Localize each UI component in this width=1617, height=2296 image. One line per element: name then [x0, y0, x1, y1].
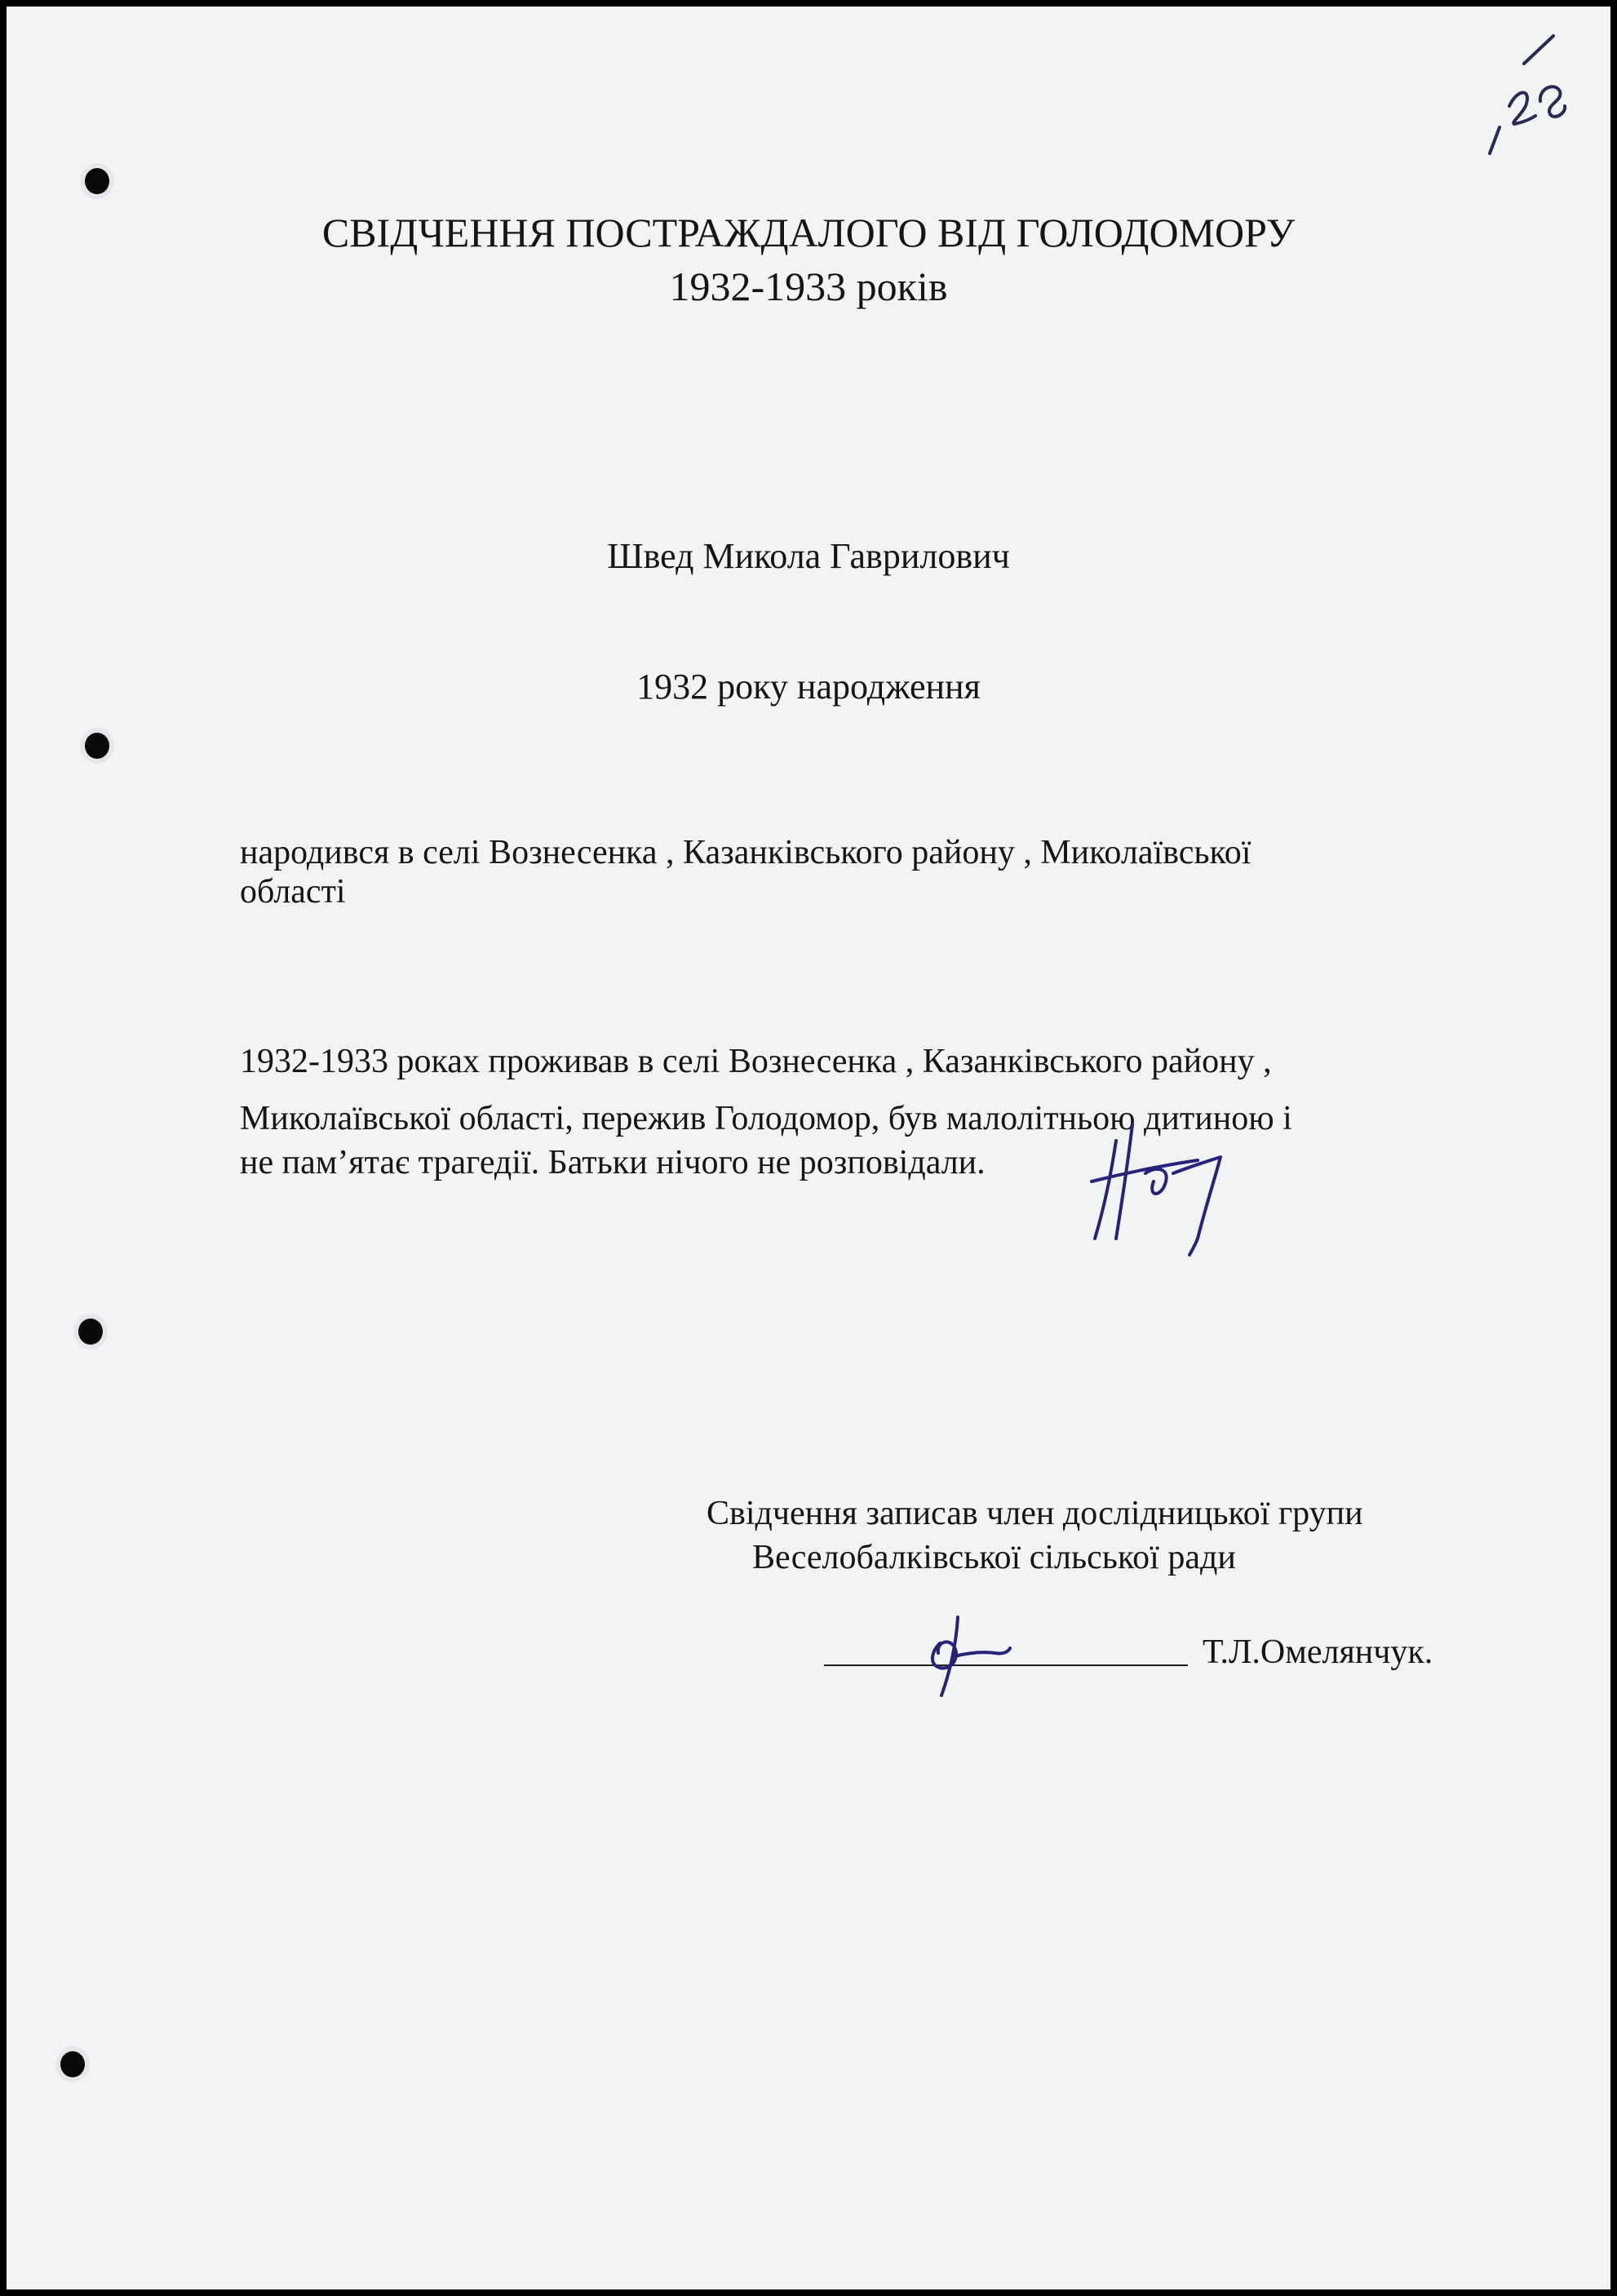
witness-signature: [1075, 1116, 1238, 1263]
testimony-line-2: Миколаївської області, пережив Голодомор, був малолітньою дитиною і: [240, 1100, 1292, 1137]
birth-year: 1932 року народження: [636, 667, 981, 707]
punch-hole: [60, 2051, 85, 2077]
recorder-line-2: Веселобалківської сільської ради: [752, 1539, 1236, 1576]
document-title: СВІДЧЕННЯ ПОСТРАЖДАЛОГО ВІД ГОЛОДОМОРУ: [321, 210, 1296, 255]
page-number-handwritten: [1475, 31, 1573, 153]
document-page: [7, 7, 1610, 2289]
birthplace-line-2: області: [240, 873, 346, 911]
document-subtitle: 1932-1933 років: [669, 264, 948, 309]
recorder-signature: [907, 1611, 1013, 1700]
punch-hole: [78, 1319, 103, 1345]
punch-hole: [85, 168, 109, 194]
punch-hole: [85, 733, 109, 759]
recorder-name: Т.Л.Омелянчук.: [1203, 1633, 1433, 1671]
birthplace-line-1: народився в селі Вознесенка , Казанківського району , Миколаївської: [240, 834, 1252, 871]
testimony-line-1: 1932-1933 роках проживав в селі Вознесенка , Казанківського району ,: [240, 1043, 1272, 1080]
testimony-line-3: не пам’ятає трагедії. Батьки нічого не розповідали.: [240, 1144, 986, 1181]
recorder-line-1: Свідчення записав член дослідницької групи: [707, 1495, 1363, 1532]
person-name: Швед Микола Гаврилович: [607, 536, 1010, 576]
